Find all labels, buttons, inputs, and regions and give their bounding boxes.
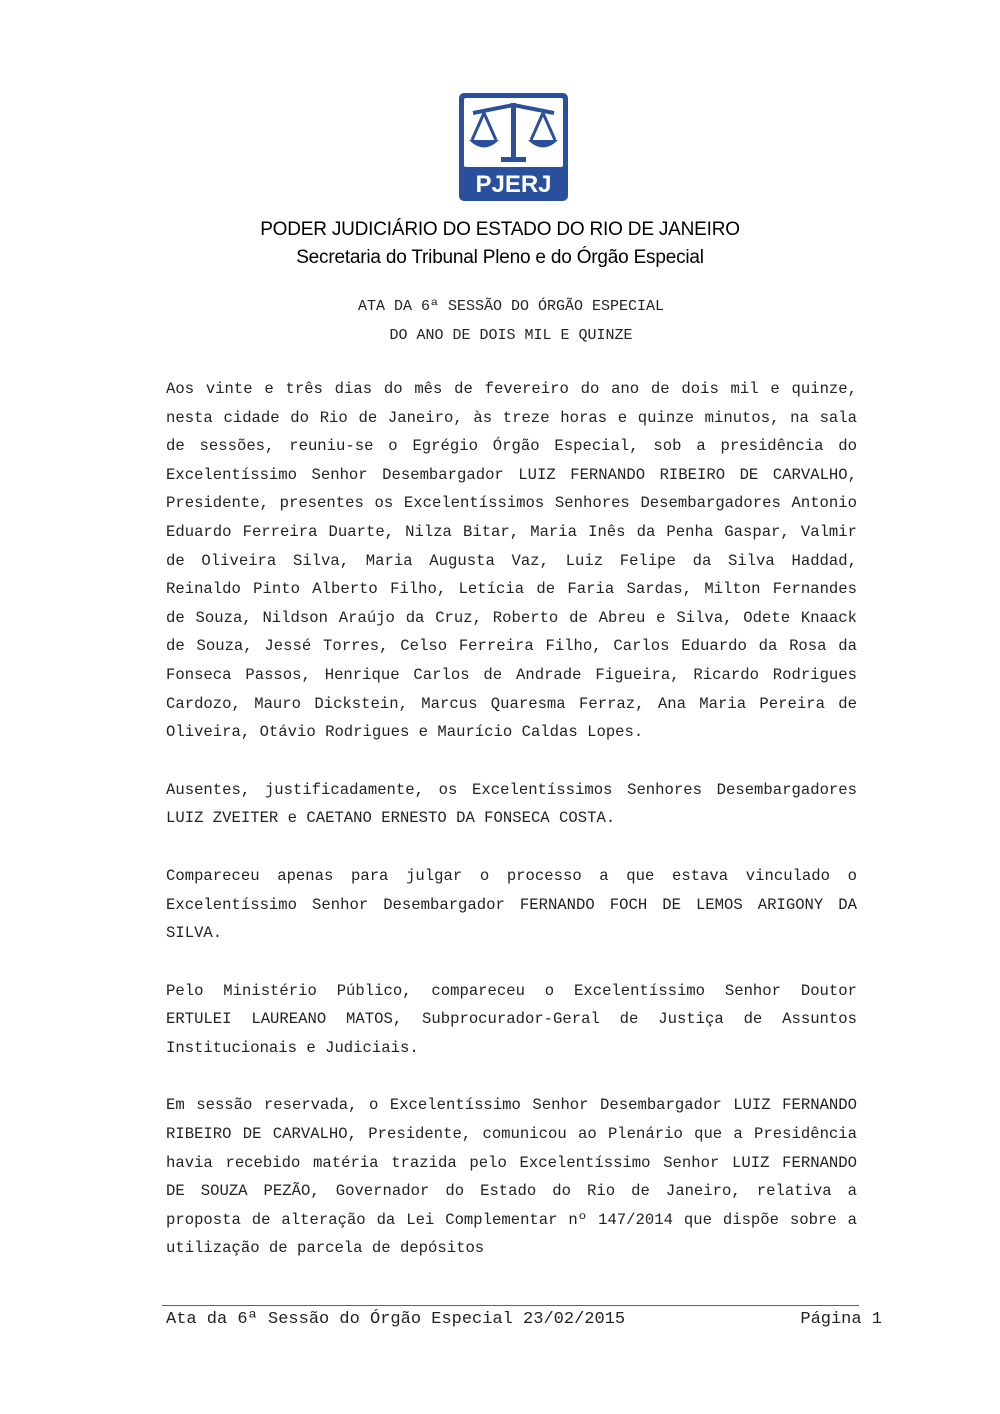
- logo-text: PJERJ: [475, 171, 552, 198]
- paragraph: Ausentes, justificadamente, os Excelentíssimos Senhores Desembargadores LUIZ ZVEITER e CAETANO ERNESTO DA FONSECA COSTA.: [166, 780, 857, 828]
- paragraph: Compareceu apenas para julgar o processo a que estava vinculado o Excelentíssimo Senhor Desembargador FERNANDO FOCH DE LEMOS ARIGONY DA SILVA.: [166, 866, 857, 943]
- institution-title: PODER JUDICIÁRIO DO ESTADO DO RIO DE JANEIRO: [260, 219, 740, 240]
- page-number: Página 1: [800, 1310, 882, 1329]
- document-title-line2: DO ANO DE DOIS MIL E QUINZE: [389, 327, 633, 344]
- footer-document-reference: Ata da 6ª Sessão do Órgão Especial 23/02/2015: [166, 1310, 626, 1329]
- page-header: [0, 216, 1000, 272]
- paragraph: Em sessão reservada, o Excelentíssimo Senhor Desembargador LUIZ FERNANDO RIBEIRO DE CARVALHO, Presidente, comunicou ao Plenário que a Presidência havia recebido matéria trazida pelo Excelentíssimo Senhor LUIZ FERNANDO DE SOUZA PEZÃO, Governador do Estado do Rio de Janeiro, relativa a proposta de alteração da Lei Complementar nº 147/2014 que dispõe sobre a utilização de parcela de depósitos: [166, 1096, 857, 1258]
- paragraph: Pelo Ministério Público, compareceu o Excelentíssimo Senhor Doutor ERTULEI LAUREANO MATOS, Subprocurador-Geral de Justiça de Assuntos Institucionais e Judiciais.: [166, 981, 857, 1057]
- paragraph: Aos vinte e três dias do mês de fevereiro do ano de dois mil e quinze, nesta cidade do Rio de Janeiro, às treze horas e quinze minutos, na sala de sessões, reuniu-se o Egrégio Órgão Especial, sob a presidência do Excelentíssimo Senhor Desembargador LUIZ FERNANDO RIBEIRO DE CARVALHO, Presidente, presentes os Excelentíssimos Senhores Desembargadores Antonio Eduardo Ferreira Duarte, Nilza Bitar, Maria Inês da Penha Gaspar, Valmir de Oliveira Silva, Maria Augusta Vaz, Luiz Felipe da Silva Haddad, Reinaldo Pinto Alberto Filho, Letícia de Faria Sardas, Milton Fernandes de Souza, Nildson Araújo da Cruz, Roberto de Abreu e Silva, Odete Knaack de Souza, Jessé Torres, Celso Ferreira Filho, Carlos Eduardo da Rosa da Fonseca Passos, Henrique Carlos de Andrade Figueira, Ricardo Rodrigues Cardozo, Mauro Dickstein, Marcus Quaresma Ferraz, Ana Maria Pereira de Oliveira, Otávio Rodrigues e Maurício Caldas Lopes.: [166, 380, 857, 742]
- pjerj-logo: [459, 93, 568, 201]
- department-subtitle: Secretaria do Tribunal Pleno e do Órgão Especial: [296, 247, 704, 268]
- document-title-line1: ATA DA 6ª SESSÃO DO ÓRGÃO ESPECIAL: [357, 298, 665, 315]
- document-title: [0, 292, 1000, 350]
- footer-divider: [162, 1305, 859, 1306]
- scales-of-justice-icon: [459, 93, 568, 201]
- document-body: [166, 375, 857, 1292]
